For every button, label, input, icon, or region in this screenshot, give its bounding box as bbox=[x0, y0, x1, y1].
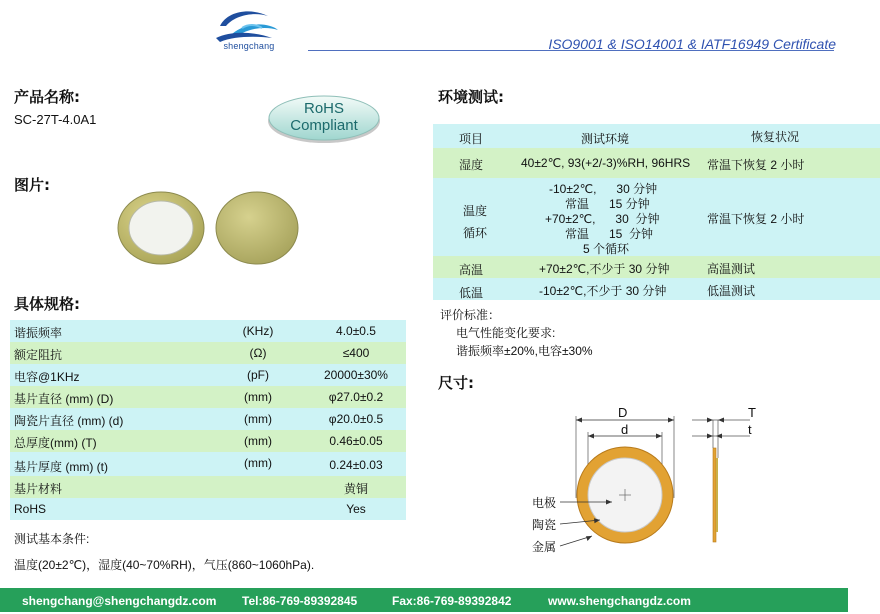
spec-table bbox=[10, 320, 406, 520]
label-t: t bbox=[748, 422, 752, 437]
env-item: 高温 bbox=[459, 263, 484, 277]
env-header-row bbox=[433, 124, 880, 148]
spec-value: φ20.0±0.5 bbox=[328, 412, 384, 426]
env-row-high-temp bbox=[433, 256, 880, 278]
label-T: T bbox=[748, 405, 756, 420]
spec-value: 4.0±0.5 bbox=[336, 324, 376, 338]
spec-value: 黄铜 bbox=[343, 482, 368, 496]
label-ceramic: 陶瓷 bbox=[532, 518, 557, 532]
env-row-low-temp bbox=[433, 278, 880, 300]
spec-unit: (Ω) bbox=[249, 346, 267, 360]
label-electrode: 电极 bbox=[532, 496, 557, 510]
spec-row-capacitance bbox=[10, 364, 406, 386]
spec-unit: (mm) bbox=[244, 434, 272, 448]
env-recover: 低温测试 bbox=[707, 284, 756, 298]
spec-name: 基片厚度 (mm) (t) bbox=[14, 460, 108, 474]
env-row-cycle bbox=[433, 178, 880, 256]
env-condition-line: -10±2℃, 30 分钟 bbox=[549, 182, 658, 196]
spec-name: 谐振频率 bbox=[14, 326, 63, 340]
spec-value: Yes bbox=[346, 502, 366, 516]
env-condition: -10±2℃,不少于 30 分钟 bbox=[539, 284, 667, 298]
env-item: 湿度 bbox=[459, 158, 484, 172]
env-condition-line: 常温 15 分钟 bbox=[565, 227, 654, 241]
env-condition: +70±2℃,不少于 30 分钟 bbox=[539, 262, 670, 276]
product-name-heading: 产品名称: bbox=[14, 88, 80, 106]
logo-brand-text: shengchang bbox=[223, 41, 275, 51]
spec-unit: (mm) bbox=[244, 456, 272, 470]
spec-unit: (mm) bbox=[244, 412, 272, 426]
spec-name: 基片直径 (mm) (D) bbox=[14, 392, 114, 406]
picture-heading: 图片: bbox=[14, 176, 50, 194]
test-conditions: 温度(20±2℃)，湿度(40~70%RH)，气压(860~1060hPa). bbox=[14, 558, 315, 572]
env-col-env: 测试环境 bbox=[581, 132, 630, 146]
env-recover: 常温下恢复 2 小时 bbox=[707, 212, 805, 226]
spec-value: φ27.0±0.2 bbox=[328, 390, 384, 404]
env-condition-line: 5 个循环 bbox=[583, 242, 630, 256]
certificate-line: ISO9001 & ISO14001 & IATF16949 Certificate bbox=[548, 36, 836, 52]
environment-heading: 环境测试: bbox=[438, 88, 504, 106]
spec-name: 陶瓷片直径 (mm) (d) bbox=[14, 414, 124, 428]
spec-row-total-thickness bbox=[10, 430, 406, 452]
env-condition-line: 常温 15 分钟 bbox=[565, 197, 650, 211]
env-row-humidity bbox=[433, 148, 880, 178]
spec-unit: (KHz) bbox=[242, 324, 274, 338]
env-recover: 常温下恢复 2 小时 bbox=[707, 158, 805, 172]
buzzer-back-photo bbox=[214, 190, 300, 266]
env-item: 温度 bbox=[463, 204, 488, 218]
product-model: SC-27T-4.0A1 bbox=[14, 112, 97, 127]
footer-fax: Fax:86-769-89392842 bbox=[392, 594, 512, 608]
spec-row-plate-thickness bbox=[10, 452, 406, 476]
criteria-line-2: 谐振频率±20%,电容±30% bbox=[456, 344, 593, 358]
rohs-badge-line2: Compliant bbox=[290, 117, 358, 134]
env-item: 低温 bbox=[459, 286, 484, 300]
test-conditions-label: 测试基本条件: bbox=[14, 532, 90, 546]
spec-row-plate-diameter bbox=[10, 386, 406, 408]
footer-tel: Tel:86-769-89392845 bbox=[242, 594, 358, 608]
footer-website[interactable]: www.shengchangdz.com bbox=[548, 594, 691, 608]
spec-row-material bbox=[10, 476, 406, 498]
env-condition-line: +70±2℃, 30 分钟 bbox=[545, 212, 660, 226]
label-d: d bbox=[621, 422, 629, 437]
criteria-line-1: 电气性能变化要求: bbox=[456, 326, 556, 340]
env-col-item: 项目 bbox=[459, 132, 484, 146]
spec-value: 0.24±0.03 bbox=[329, 458, 383, 472]
spec-row-ceramic-diameter bbox=[10, 408, 406, 430]
label-D: D bbox=[618, 405, 628, 420]
spec-value: 20000±30% bbox=[324, 368, 388, 382]
spec-unit: (mm) bbox=[244, 390, 272, 404]
dimensions-heading: 尺寸: bbox=[438, 374, 474, 392]
specs-heading: 具体规格: bbox=[14, 295, 80, 313]
spec-name: 电容@1KHz bbox=[14, 370, 80, 384]
spec-row-frequency bbox=[10, 320, 406, 342]
footer-email[interactable]: shengchang@shengchangdz.com bbox=[22, 594, 217, 608]
spec-value: 0.46±0.05 bbox=[329, 434, 383, 448]
spec-name: 总厚度(mm) (T) bbox=[14, 436, 97, 450]
env-item: 循环 bbox=[463, 226, 488, 240]
env-col-recover: 恢复状况 bbox=[751, 130, 800, 144]
spec-name: 基片材料 bbox=[14, 482, 63, 496]
footer-bar bbox=[0, 588, 848, 612]
label-metal: 金属 bbox=[532, 540, 557, 554]
criteria-label: 评价标准： bbox=[440, 308, 501, 322]
env-recover: 高温测试 bbox=[707, 262, 756, 276]
env-condition: 40±2℃, 93(+2/-3)%RH, 96HRS bbox=[521, 156, 691, 170]
spec-name: 额定阻抗 bbox=[14, 348, 63, 362]
spec-name: RoHS bbox=[14, 502, 47, 516]
spec-row-rohs bbox=[10, 498, 406, 520]
rohs-badge-line1: RoHS bbox=[303, 100, 344, 117]
spec-row-impedance bbox=[10, 342, 406, 364]
spec-unit: (pF) bbox=[247, 368, 269, 382]
buzzer-front-photo bbox=[116, 190, 206, 266]
spec-value: ≤400 bbox=[342, 346, 370, 360]
